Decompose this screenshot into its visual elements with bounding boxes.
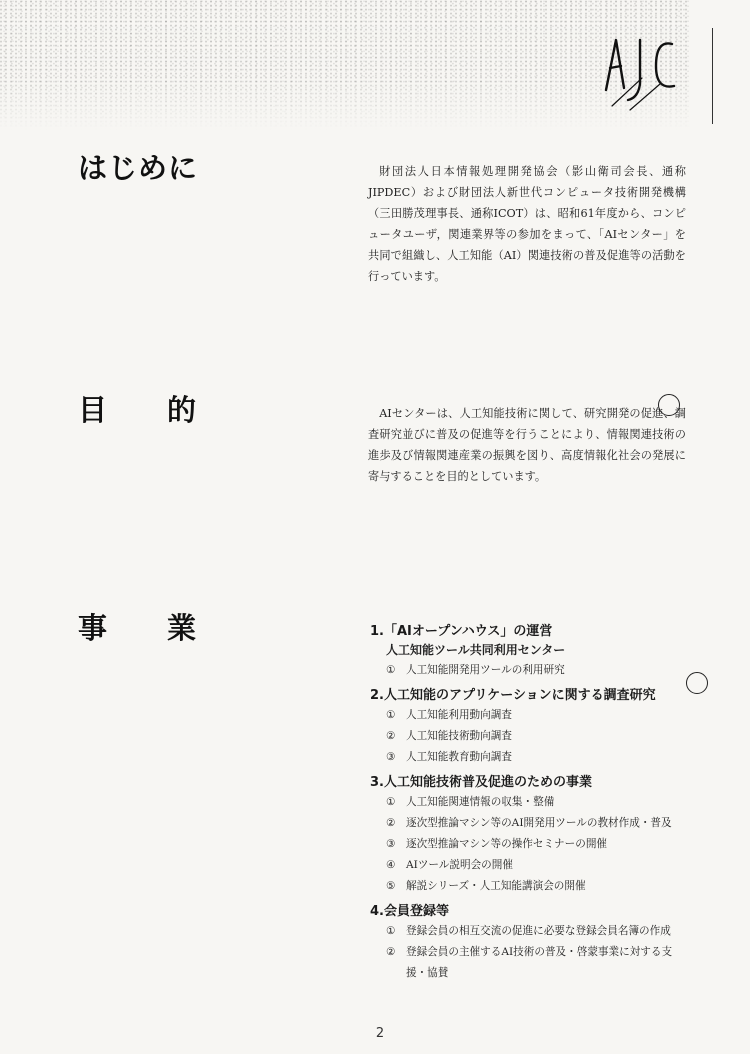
subitem-number: ② [386, 946, 396, 958]
business-subitem [386, 942, 688, 984]
subitem-text: 解説シリーズ・人工知能講演会の開催 [406, 880, 586, 892]
business-item [370, 773, 688, 897]
business-item [370, 622, 688, 681]
subitem-text: 逐次型推論マシン等のAI開発用ツールの教材作成・普及 [406, 817, 672, 829]
subitem-number: ② [386, 730, 396, 742]
business-subitem [386, 747, 688, 768]
subitem-number: ① [386, 925, 396, 937]
subitem-number: ② [386, 817, 396, 829]
subitem-number: ① [386, 709, 396, 721]
subitem-number: ③ [386, 838, 396, 850]
business-item-title: 3.人工知能技術普及促進のための事業 [370, 775, 592, 790]
intro-paragraph: 財団法人日本情報処理開発協会（影山衛司会長、通称JIPDEC）および財団法人新世代コンピュータ技術開発機構（三田勝茂理事長、通称ICOT）は、昭和61年度から、コンピュータユーザ，関連業界等の参加をまって、「AIセンター」を共同で組織し、人工知能（AI）関連技術の普及促進等の活動を行っています。 [368, 165, 686, 283]
business-item [370, 686, 688, 768]
business-item [370, 902, 688, 984]
subitem-number: ① [386, 796, 396, 808]
subitem-text: 人工知能技術動向調査 [406, 730, 512, 742]
heading-business: 事業 [78, 611, 257, 645]
business-subitem [386, 813, 688, 834]
business-item-title: 1.「AIオープンハウス」の運営 [370, 624, 553, 639]
subitem-text: 逐次型推論マシン等の操作セミナーの開催 [406, 838, 608, 850]
business-subitem [386, 921, 688, 942]
business-subitem [386, 660, 688, 681]
subitem-text: 人工知能利用動向調査 [406, 709, 512, 721]
header-texture [0, 0, 690, 130]
business-subitem [386, 792, 688, 813]
business-subitem [386, 705, 688, 726]
business-item-title: 2.人工知能のアプリケーションに関する調査研究 [370, 688, 656, 703]
subitem-number: ③ [386, 751, 396, 763]
purpose-paragraph: AIセンターは、人工知能技術に関して、研究開発の促進、調査研究並びに普及の促進等を行うことにより、情報関連技術の進歩及び情報関連産業の振興を図り、高度情報化社会の発展に寄与することを目的としています。 [368, 407, 686, 483]
subitem-text: 人工知能開発用ツールの利用研究 [406, 664, 565, 676]
ajc-logo-icon [600, 18, 690, 118]
business-subitem [386, 834, 688, 855]
subitem-number: ⑤ [386, 880, 396, 892]
business-subitem [386, 855, 688, 876]
subitem-text: 登録会員の相互交流の促進に必要な登録会員名簿の作成 [406, 925, 671, 937]
business-subitem [386, 726, 688, 747]
subitem-text: 人工知能関連情報の収集・整備 [406, 796, 555, 808]
heading-intro: はじめに [78, 151, 199, 185]
subitem-text: 人工知能教育動向調査 [406, 751, 512, 763]
subitem-number: ④ [386, 859, 396, 871]
page-number: 2 [375, 1026, 385, 1041]
subitem-text: AIツール説明会の開催 [406, 859, 513, 871]
circle-mark-icon [658, 394, 680, 416]
subitem-text: 登録会員の主催するAI技術の普及・啓蒙事業に対する支援・協賛 [406, 946, 673, 979]
heading-purpose: 目的 [78, 393, 257, 427]
subitem-number: ① [386, 664, 396, 676]
business-item-title: 4.会員登録等 [370, 904, 449, 919]
circle-mark-icon [686, 672, 708, 694]
business-subitem [386, 876, 688, 897]
header-rule [712, 28, 713, 124]
business-item-subtitle: 人工知能ツール共同利用センター [386, 643, 566, 657]
